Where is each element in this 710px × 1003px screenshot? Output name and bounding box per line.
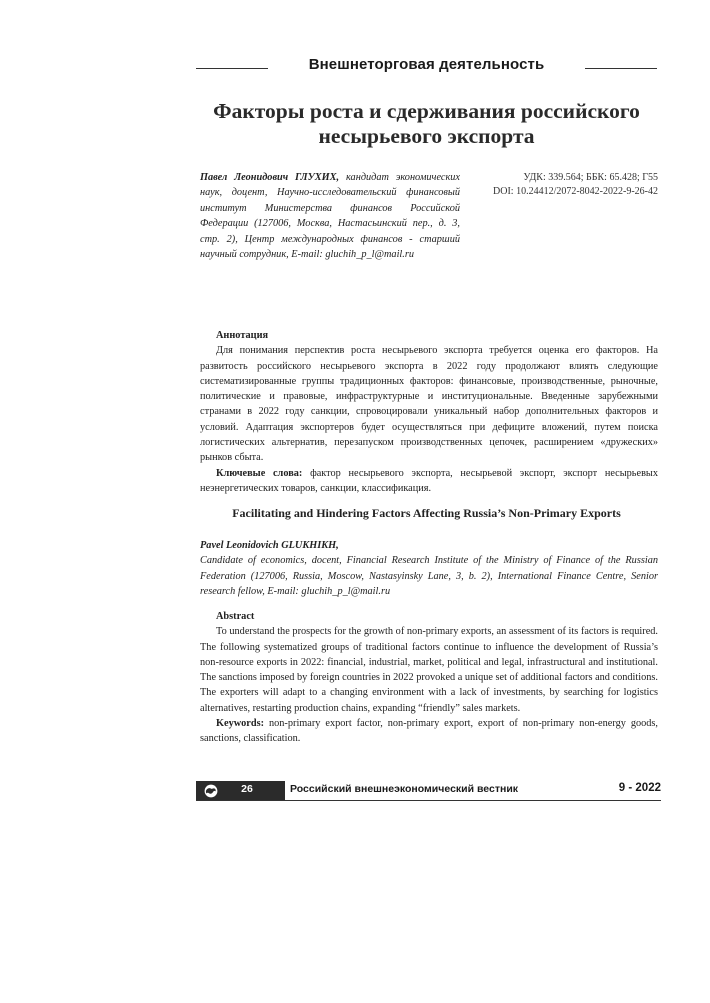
keywords-text-ru: фактор несырьевого экспорта, несырьевой экспорт, экспорт несырьевых неэнергетических товаров, санкции, классификация. — [200, 467, 658, 494]
header-rule-right — [585, 68, 657, 69]
abstract-text-ru: Для понимания перспектив роста несырьевого экспорта требуется оценка его факторов. На развитость российского несырьевого экспорта в 2022 году продолжают влиять следующие систематизированные группы традиционных факторов: финансовые, производственные, рыночные, политические и правовые, инфраструктурные и институциональные. Введенные зарубежными странами в 2022 году санкции, спровоцировали уникальный набор дополнительных факторов и условий. Адаптация экспортеров будет осуществляться при дефиците вложений, путем поиска логистических альтернатив, перезапуском производственных цепочек, расширением «дружеских» рынков сбыта. — [200, 345, 658, 464]
author-details-en: Candidate of economics, docent, Financial Research Institute of the Ministry of Finance of the Russian Federation (127006, Russia, Moscow, Nastasyinsky Lane, 3, b. 2), International Finance Centre, Senior research fellow, E-mail: gluchih_p_l@mail.ru — [200, 555, 658, 598]
journal-logo-icon — [204, 784, 218, 798]
abstract-ru — [200, 328, 658, 496]
keywords-ru — [200, 466, 658, 497]
article-title-en: Facilitating and Hindering Factors Affecting Russia’s Non-Primary Exports — [232, 506, 621, 520]
header-rule-left — [196, 68, 268, 69]
keywords-label-ru: Ключевые слова: — [216, 467, 303, 479]
keywords-label-en: Keywords: — [216, 718, 265, 730]
article-title: Факторы роста и сдерживания российского несырьевого экспорта — [213, 99, 640, 148]
footer-page-block — [196, 781, 285, 800]
author-info-ru — [200, 170, 460, 262]
abstract-heading-ru: Аннотация — [216, 330, 269, 341]
page-number: 26 — [241, 783, 253, 795]
author-info-en — [200, 538, 658, 600]
footer-rule — [196, 800, 661, 801]
section-header — [196, 56, 657, 78]
journal-name: Российский внешнеэкономический вестник — [290, 783, 519, 795]
article-meta — [448, 171, 658, 199]
issue-number: 9 - 2022 — [618, 782, 661, 794]
doi: DOI: 10.24412/2072-8042-2022-9-26-42 — [493, 186, 658, 197]
author-name-en: Pavel Leonidovich GLUKHIKH, — [200, 540, 339, 551]
keywords-text-en: non-primary export factor, non-primary export, export of non-primary non-energy goods, sanctions, classification. — [200, 718, 658, 745]
author-details-ru: кандидат экономических наук, доцент, Научно-исследовательский финансовый институт Министерства финансов Российской Федерации (127006, Москва, Настасьинский пер., д. 3, стр. 2), Центр международных финансов - старший научный сотрудник, E-mail: gluchih_p_l@mail.ru — [200, 172, 460, 261]
page-footer — [196, 781, 661, 800]
abstract-text-en: To understand the prospects for the growth of non-primary exports, an assessment of its factors is required. The following systematized groups of traditional factors continue to influence the development of Russia’s non-resource exports in 2022: financial, industrial, market, political and legal, infrastructural and institutional. The sanctions imposed by foreign countries in 2022 provoked a unique set of additional factors and conditions. The exporters will adapt to a changing environment with a lack of investments, by searching for logistics alternatives, restarting production chains, expanding “friendly” sales markets. — [200, 626, 658, 714]
abstract-en — [200, 609, 658, 747]
keywords-en — [200, 716, 658, 747]
udk-code: УДК: 339.564; ББК: 65.428; Г55 — [523, 172, 658, 183]
author-name-ru: Павел Леонидович ГЛУХИХ, — [200, 172, 340, 183]
abstract-heading-en: Abstract — [216, 611, 255, 622]
section-heading: Внешнеторговая деятельность — [308, 56, 545, 73]
